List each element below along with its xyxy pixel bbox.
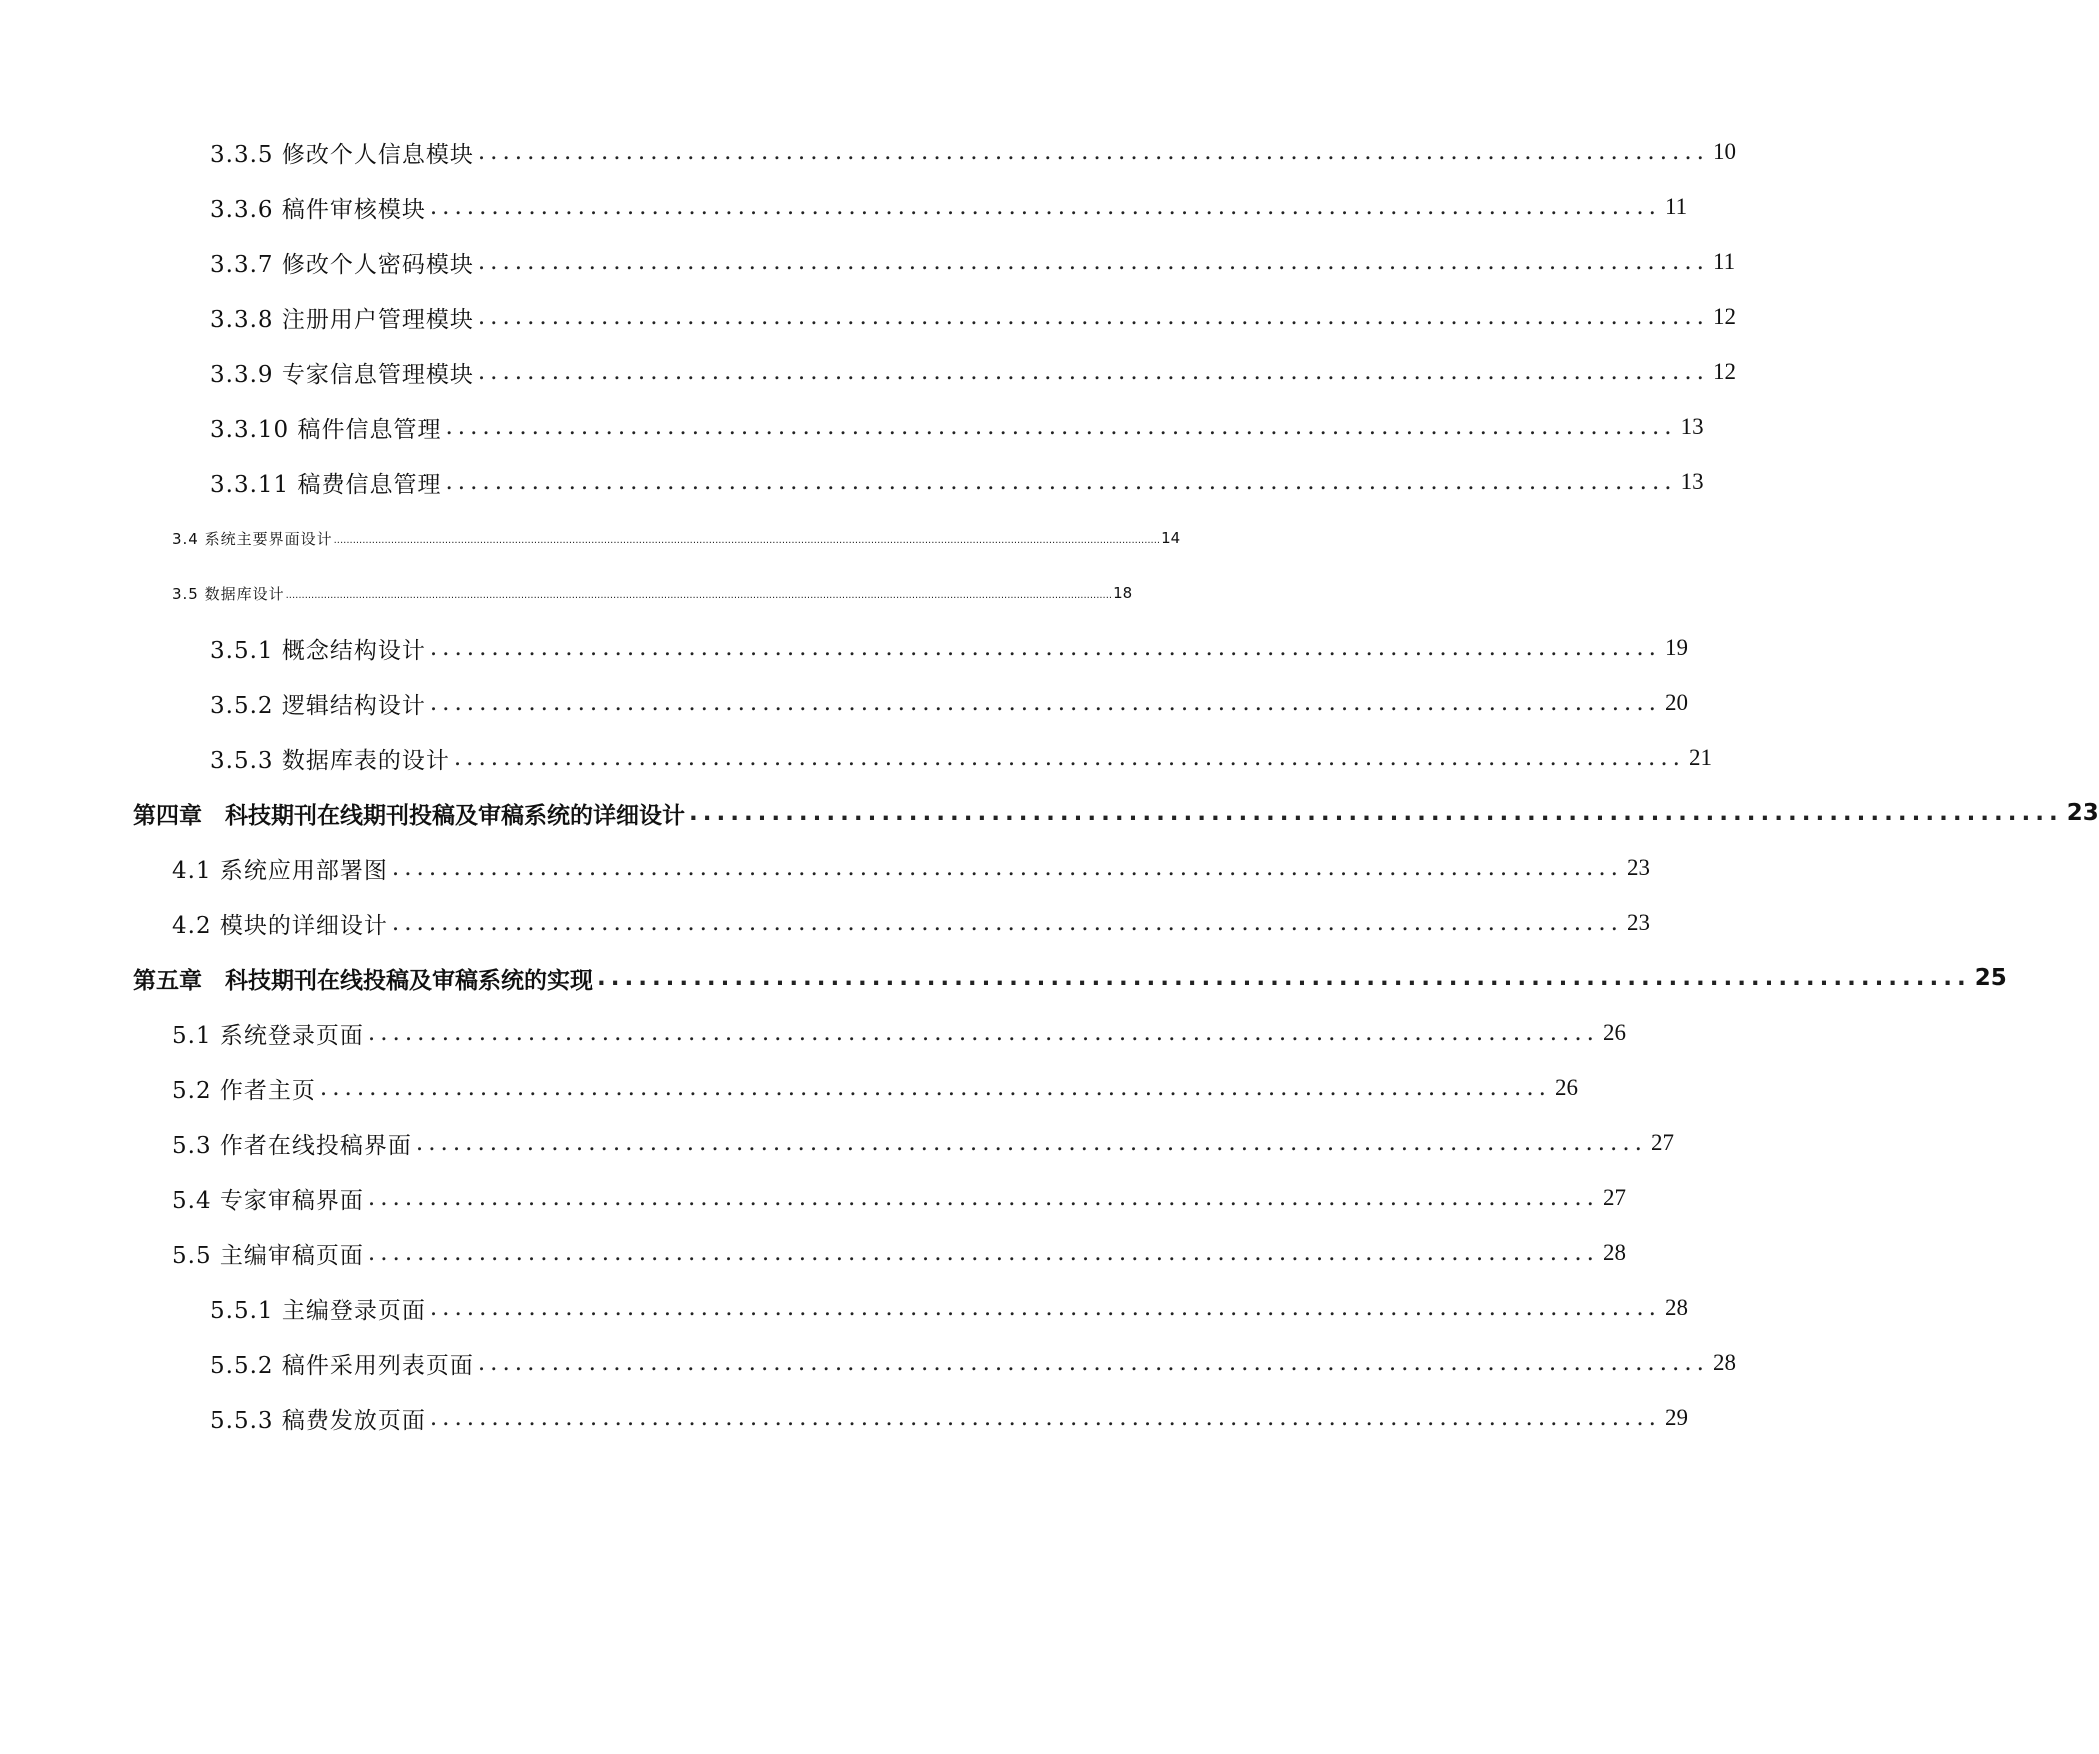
toc-entry[interactable]: [210, 685, 1688, 721]
toc-entry[interactable]: [210, 244, 1736, 280]
toc-entry-title: 4.1 系统应用部署图: [172, 857, 388, 884]
toc-entry-title: 3.3.5 修改个人信息模块: [210, 141, 474, 168]
toc-page-number: 23: [1627, 910, 1650, 935]
toc-leader-dots: ....................................................................................................: [477, 1350, 1709, 1376]
toc-entry-title: 3.3.10 稿件信息管理: [210, 416, 442, 443]
toc-entry[interactable]: [210, 464, 1704, 500]
toc-entry-title: 第五章 科技期刊在线投稿及审稿系统的实现: [133, 967, 593, 994]
toc-entry-title: 5.1 系统登录页面: [172, 1022, 364, 1049]
toc-leader-dots: ....................................................................................................: [689, 800, 2063, 826]
toc-entry-title: 5.3 作者在线投稿界面: [172, 1132, 412, 1159]
toc-entry[interactable]: [172, 1015, 1626, 1051]
toc-page-number: 28: [1603, 1240, 1626, 1265]
toc-entry-title: 4.2 模块的详细设计: [172, 912, 388, 939]
toc-leader-dots: ....................................................................................................: [477, 249, 1709, 275]
toc-page-number: 11: [1712, 249, 1736, 274]
toc-leader-dots: ....................................................................................................................................................................................................................................................................: [285, 590, 1113, 601]
toc-leader-dots: ....................................................................................................: [477, 359, 1709, 385]
toc-leader-dots: ....................................................................................................: [429, 690, 1661, 716]
toc-entry-title: 3.5.1 概念结构设计: [210, 637, 426, 664]
toc-leader-dots: ....................................................................................................................................................................................................................................................................: [333, 535, 1161, 546]
toc-leader-dots: ....................................................................................................: [391, 910, 1623, 936]
toc-entry-title: 3.3.7 修改个人密码模块: [210, 251, 474, 278]
toc-leader-dots: ....................................................................................................: [367, 1185, 1599, 1211]
toc-leader-dots: ....................................................................................................: [445, 414, 1677, 440]
toc-entry-title: 3.5.3 数据库表的设计: [210, 747, 450, 774]
toc-page-number: 13: [1680, 414, 1704, 439]
toc-leader-dots: ....................................................................................................: [415, 1130, 1647, 1156]
toc-entry-title: 5.5.3 稿费发放页面: [210, 1407, 426, 1434]
toc-leader-dots: ....................................................................................................: [367, 1240, 1599, 1266]
toc-leader-dots: ....................................................................................................: [429, 635, 1661, 661]
toc-page-number: 28: [1664, 1295, 1688, 1320]
toc-chapter-entry[interactable]: [133, 795, 2099, 831]
toc-page-number: 27: [1651, 1130, 1674, 1155]
toc-leader-dots: ....................................................................................................: [429, 1405, 1661, 1431]
toc-page-number: 10: [1712, 139, 1736, 164]
toc-leader-dots: ....................................................................................................: [391, 855, 1623, 881]
toc-chapter-entry[interactable]: [133, 960, 2007, 996]
toc-entry-title: 3.3.8 注册用户管理模块: [210, 306, 474, 333]
toc-page-number: 14: [1161, 529, 1181, 547]
toc-page-number: 18: [1113, 584, 1133, 602]
toc-entry-title: 5.5.2 稿件采用列表页面: [210, 1352, 474, 1379]
toc-entry-title: 5.4 专家审稿界面: [172, 1187, 364, 1214]
toc-page-number: 21: [1688, 745, 1712, 770]
toc-entry-title: 第四章 科技期刊在线期刊投稿及审稿系统的详细设计: [133, 802, 685, 829]
toc-entry[interactable]: [172, 905, 1650, 941]
toc-entry[interactable]: [172, 575, 1133, 611]
toc-entry[interactable]: [210, 189, 1688, 225]
toc-entry-title: 3.3.11 稿费信息管理: [210, 471, 442, 498]
toc-leader-dots: ....................................................................................................: [445, 469, 1677, 495]
toc-page-number: 29: [1664, 1405, 1688, 1430]
toc-entry-title: 3.4 系统主要界面设计: [172, 529, 333, 548]
toc-entry[interactable]: [210, 1400, 1688, 1436]
toc-entry[interactable]: [172, 1070, 1578, 1106]
toc-leader-dots: ....................................................................................................: [477, 304, 1709, 330]
toc-entry-title: 3.5 数据库设计: [172, 584, 285, 603]
toc-entry[interactable]: [210, 134, 1736, 170]
toc-entry[interactable]: [172, 1125, 1674, 1161]
toc-entry[interactable]: [172, 1235, 1626, 1271]
toc-leader-dots: ....................................................................................................: [367, 1020, 1599, 1046]
toc-page-number: 12: [1712, 359, 1736, 384]
toc-leader-dots: ....................................................................................................: [429, 1295, 1661, 1321]
toc-page-number: 11: [1664, 194, 1688, 219]
toc-page-number: 12: [1712, 304, 1736, 329]
toc-page-number: 23: [2066, 800, 2099, 826]
toc-leader-dots: ....................................................................................................: [429, 194, 1661, 220]
toc-entry-title: 5.5.1 主编登录页面: [210, 1297, 426, 1324]
toc-entry[interactable]: [210, 299, 1736, 335]
toc-entry[interactable]: [172, 520, 1181, 556]
toc-entry[interactable]: [210, 1345, 1736, 1381]
toc-entry-title: 3.3.9 专家信息管理模块: [210, 361, 474, 388]
toc-entry[interactable]: [210, 354, 1736, 390]
toc-entry[interactable]: [210, 409, 1704, 445]
toc-leader-dots: ....................................................................................................: [477, 139, 1709, 165]
toc-entry[interactable]: [172, 1180, 1626, 1216]
toc-page-number: 13: [1680, 469, 1704, 494]
toc-entry-title: 3.5.2 逻辑结构设计: [210, 692, 426, 719]
toc-entry-title: 5.5 主编审稿页面: [172, 1242, 364, 1269]
toc-entry-title: 5.2 作者主页: [172, 1077, 316, 1104]
toc-leader-dots: ....................................................................................................: [597, 965, 1971, 991]
toc-page-number: 27: [1603, 1185, 1626, 1210]
toc-entry[interactable]: [210, 1290, 1688, 1326]
toc-page-number: 26: [1603, 1020, 1626, 1045]
toc-page-number: 25: [1974, 965, 2007, 991]
toc-page-number: 26: [1555, 1075, 1578, 1100]
toc-entry[interactable]: [172, 850, 1650, 886]
toc-page-number: 19: [1664, 635, 1688, 660]
toc-entry[interactable]: [210, 740, 1712, 776]
toc-leader-dots: ....................................................................................................: [319, 1075, 1551, 1101]
toc-page-number: 20: [1664, 690, 1688, 715]
toc-entry[interactable]: [210, 630, 1688, 666]
toc-page-number: 23: [1627, 855, 1650, 880]
toc-leader-dots: ....................................................................................................: [453, 745, 1685, 771]
toc-entry-title: 3.3.6 稿件审核模块: [210, 196, 426, 223]
toc-page-number: 28: [1712, 1350, 1736, 1375]
